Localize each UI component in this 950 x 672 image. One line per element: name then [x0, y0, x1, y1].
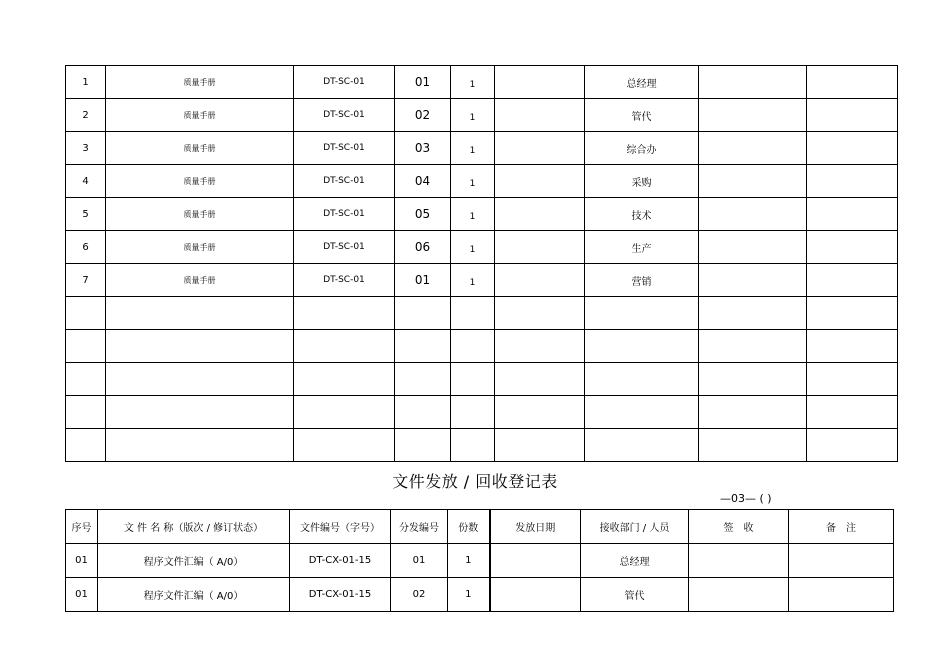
- cell-doc-no: DT-SC-01: [294, 165, 395, 198]
- cell-name: 质量手册: [106, 231, 294, 264]
- cell-sign: [699, 99, 807, 132]
- cell-name: 质量手册: [106, 198, 294, 231]
- cell-date: [495, 429, 585, 462]
- cell-sign: [699, 363, 807, 396]
- cell-name: 质量手册: [106, 66, 294, 99]
- cell-seq: [66, 297, 106, 330]
- table-row: [66, 330, 898, 363]
- cell-dept: 营销: [585, 264, 699, 297]
- cell-dist-no: 05: [395, 198, 451, 231]
- cell-dept: [585, 297, 699, 330]
- cell-dept: 生产: [585, 231, 699, 264]
- cell-dist-no: [395, 330, 451, 363]
- cell-dept: 管代: [585, 99, 699, 132]
- cell-sign: [699, 198, 807, 231]
- table-row: [66, 99, 898, 132]
- cell-dist-no: 02: [391, 578, 448, 612]
- table-row: [66, 132, 898, 165]
- header-row: [66, 510, 894, 544]
- cell-seq: [66, 363, 106, 396]
- cell-doc-no: DT-SC-01: [294, 264, 395, 297]
- cell-copies: 1: [451, 231, 495, 264]
- distribution-table: [65, 509, 894, 612]
- cell-date: [495, 264, 585, 297]
- cell-copies: 1: [448, 544, 490, 578]
- header-dist-no: 分发编号: [391, 510, 448, 544]
- cell-dept: [585, 396, 699, 429]
- cell-doc-no: [294, 363, 395, 396]
- cell-doc-no: DT-SC-01: [294, 66, 395, 99]
- cell-dist-no: 03: [395, 132, 451, 165]
- cell-remark: [807, 363, 898, 396]
- cell-sign: [699, 330, 807, 363]
- cell-name: [106, 330, 294, 363]
- cell-sign: [699, 132, 807, 165]
- cell-remark: [807, 429, 898, 462]
- distribution-table-continued: [65, 65, 898, 462]
- cell-date: [495, 198, 585, 231]
- cell-seq: 01: [66, 544, 98, 578]
- cell-date: [495, 396, 585, 429]
- cell-dist-no: 01: [395, 66, 451, 99]
- cell-seq: [66, 330, 106, 363]
- cell-dist-no: [395, 297, 451, 330]
- cell-copies: [451, 297, 495, 330]
- cell-name: 质量手册: [106, 165, 294, 198]
- cell-date: [495, 330, 585, 363]
- cell-seq: 6: [66, 231, 106, 264]
- header-seq: 序号: [66, 510, 98, 544]
- cell-remark: [807, 396, 898, 429]
- cell-dept: [585, 330, 699, 363]
- cell-doc-no: DT-CX-01-15: [290, 544, 391, 578]
- cell-sign: [699, 231, 807, 264]
- cell-doc-no: DT-SC-01: [294, 231, 395, 264]
- table-row: [66, 231, 898, 264]
- cell-dist-no: [395, 429, 451, 462]
- cell-copies: 1: [451, 66, 495, 99]
- cell-remark: [789, 544, 894, 578]
- cell-remark: [807, 99, 898, 132]
- cell-dist-no: 04: [395, 165, 451, 198]
- cell-dept: [585, 429, 699, 462]
- cell-dept: 总经理: [581, 544, 689, 578]
- cell-sign: [699, 297, 807, 330]
- cell-copies: [451, 396, 495, 429]
- cell-name: [106, 297, 294, 330]
- cell-copies: [451, 330, 495, 363]
- cell-date: [495, 165, 585, 198]
- cell-doc-no: DT-CX-01-15: [290, 578, 391, 612]
- table-row: [66, 66, 898, 99]
- cell-sign: [689, 544, 789, 578]
- cell-name: 程序文件汇编（ A/0）: [98, 544, 290, 578]
- cell-doc-no: [294, 429, 395, 462]
- cell-sign: [699, 429, 807, 462]
- cell-dist-no: 01: [395, 264, 451, 297]
- cell-dist-no: 01: [391, 544, 448, 578]
- table-row: [66, 544, 894, 578]
- cell-doc-no: DT-SC-01: [294, 99, 395, 132]
- cell-sign: [699, 396, 807, 429]
- cell-date: [490, 544, 581, 578]
- cell-sign: [699, 66, 807, 99]
- cell-dept: 采购: [585, 165, 699, 198]
- cell-name: [106, 429, 294, 462]
- cell-name: 程序文件汇编（ A/0）: [98, 578, 290, 612]
- cell-copies: 1: [451, 264, 495, 297]
- cell-dist-no: 02: [395, 99, 451, 132]
- cell-doc-no: DT-SC-01: [294, 132, 395, 165]
- header-remark: 备 注: [789, 510, 894, 544]
- table-row: [66, 264, 898, 297]
- form-title: 文件发放 / 回收登记表: [392, 472, 558, 491]
- cell-dept: [585, 363, 699, 396]
- cell-date: [495, 66, 585, 99]
- cell-seq: 3: [66, 132, 106, 165]
- cell-copies: [451, 363, 495, 396]
- header-dept: 接收部门 / 人员: [581, 510, 689, 544]
- header-sign: 签 收: [689, 510, 789, 544]
- table-row: [66, 429, 898, 462]
- cell-seq: [66, 396, 106, 429]
- header-doc-no: 文件编号（字号）: [290, 510, 391, 544]
- table-row: [66, 297, 898, 330]
- cell-remark: [807, 330, 898, 363]
- table-row: [66, 165, 898, 198]
- cell-date: [495, 363, 585, 396]
- cell-doc-no: DT-SC-01: [294, 198, 395, 231]
- cell-doc-no: [294, 396, 395, 429]
- cell-remark: [807, 66, 898, 99]
- cell-doc-no: [294, 297, 395, 330]
- table-row: [66, 363, 898, 396]
- cell-name: 质量手册: [106, 264, 294, 297]
- cell-dist-no: [395, 363, 451, 396]
- cell-dept: 技术: [585, 198, 699, 231]
- header-copies: 份数: [448, 510, 490, 544]
- cell-doc-no: [294, 330, 395, 363]
- table-row: [66, 578, 894, 612]
- cell-remark: [807, 165, 898, 198]
- cell-name: [106, 396, 294, 429]
- cell-dist-no: [395, 396, 451, 429]
- cell-copies: 1: [451, 198, 495, 231]
- cell-date: [490, 578, 581, 612]
- table-row: [66, 198, 898, 231]
- cell-remark: [807, 198, 898, 231]
- cell-date: [495, 99, 585, 132]
- cell-dept: 管代: [581, 578, 689, 612]
- form-code: —03— ( ): [720, 492, 772, 505]
- cell-seq: 5: [66, 198, 106, 231]
- cell-seq: 4: [66, 165, 106, 198]
- cell-name: [106, 363, 294, 396]
- header-name: 文 件 名 称（版次 / 修订状态）: [98, 510, 290, 544]
- cell-seq: [66, 429, 106, 462]
- cell-date: [495, 297, 585, 330]
- cell-sign: [699, 165, 807, 198]
- cell-remark: [807, 132, 898, 165]
- cell-date: [495, 132, 585, 165]
- header-date: 发放日期: [490, 510, 581, 544]
- cell-dept: 总经理: [585, 66, 699, 99]
- cell-name: 质量手册: [106, 132, 294, 165]
- cell-date: [495, 231, 585, 264]
- cell-dist-no: 06: [395, 231, 451, 264]
- cell-seq: 7: [66, 264, 106, 297]
- cell-seq: 1: [66, 66, 106, 99]
- cell-copies: 1: [451, 99, 495, 132]
- table-row: [66, 396, 898, 429]
- cell-remark: [807, 264, 898, 297]
- cell-remark: [789, 578, 894, 612]
- cell-seq: 2: [66, 99, 106, 132]
- cell-copies: [451, 429, 495, 462]
- cell-name: 质量手册: [106, 99, 294, 132]
- cell-remark: [807, 231, 898, 264]
- cell-copies: 1: [451, 165, 495, 198]
- cell-copies: 1: [448, 578, 490, 612]
- cell-dept: 综合办: [585, 132, 699, 165]
- cell-remark: [807, 297, 898, 330]
- cell-sign: [699, 264, 807, 297]
- cell-copies: 1: [451, 132, 495, 165]
- cell-seq: 01: [66, 578, 98, 612]
- cell-sign: [689, 578, 789, 612]
